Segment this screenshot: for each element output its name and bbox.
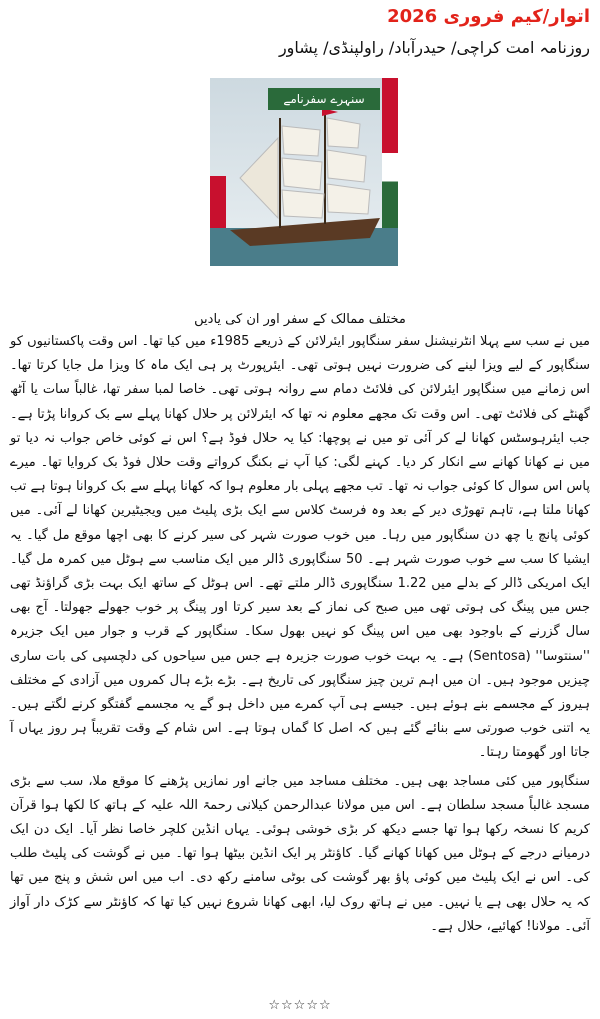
end-mark: ☆☆☆☆☆ <box>268 998 332 1013</box>
paragraph: میں نے سب سے پہلا انٹرنیشنل سفر سنگاپور ایئرلائن کے ذریعے 1985ء میں کیا تھا۔ اس وقت پاکستانیوں کو سنگاپور کے لیے ویزا لینے کی ضرورت نہیں ہوتی تھی۔ ایئرپورٹ پر ہی ایک ماہ کا ویزا مل جایا کرتا تھا۔ اس زمانے میں سنگاپور ایئرلائن کی فلائٹ دمام سے روانہ ہوتی تھی۔ خاصا لمبا سفر تھا، غالباً سات یا آٹھ گھنٹے کی فلائٹ تھی۔ اس وقت تک مجھے معلوم نہ تھا کہ ایئرلائن پر حلال کھانا پہلے سے بک کروانا پڑتا ہے۔ جب ایئرہوسٹس کھانا لے کر آئی تو میں نے پوچھا: کیا یہ حلال فوڈ ہے؟ اس نے کوئی خاص جواب نہ دیا تو میں نے کھانا کھانے سے انکار کر دیا۔ کہنے لگی: کیا آپ نے بکنگ کرواتے وقت حلال فوڈ بک کروایا تھا۔ میرے پاس اس سوال کا کوئی جواب نہ تھا۔ تب مجھے پہلی بار معلوم ہوا کہ کھانا پہلے سے بک کروانا ہوتا ہے تب کھانا ملتا ہے، تاہم تھوڑی دیر کے بعد وہ فرسٹ کلاس سے ایک بڑی پلیٹ میں ویجیٹیرین کھانا لے آئی۔ میں کوئی پانچ یا چھ دن سنگاپور میں رہا۔ میں خوب صورت شہر کی سیر کرنے کا بھی اچھا موقع مل گیا۔ یہ ایشیا کا سب سے خوب صورت شہر ہے۔ 50 سنگاپوری ڈالر میں ایک مناسب سے ہوٹل میں کمرہ مل گیا۔ ایک امریکی ڈالر کے بدلے میں 1.22 سنگاپوری ڈالر ملتے تھے۔ اس ہوٹل کے ساتھ ایک بہت بڑی گراؤنڈ تھی جس میں پینگ کی ہوتی تھی میں صبح کی نماز کے بعد سیر کرتا اور پینگ پر خوب جھولے جھولتا۔ آج بھی سال گزرنے کے باوجود بھی میں اس پینگ کو نہیں بھول سکا۔ سنگاپور کے قرب و جوار میں ایک جزیرہ ''سنتوسا'' (Sentosa) ہے۔ یہ بہت خوب صورت جزیرہ ہے جس میں سیاحوں کی دلچسپی کی بات ساری چیزیں موجود ہیں۔ ان میں اہم ترین چیز سنگاپور کی تاریخ ہے۔ بڑے بڑے ہال کمروں میں آزادی کے مختلف ہیروز کے مجسمے بنے ہوئے ہیں۔ جیسے ہی آپ کمرے میں داخل ہو گے یہ مجسمے گفتگو کرنے لگتے ہیں۔ یہ اتنی خوب صورتی سے بنائے گئے ہیں کہ اصل کا گماں ہوتا ہے۔ اس شام کے وقت تقریباً ہر روز یہاں آ جاتا اور گھومتا رہتا۔ <box>10 334 591 761</box>
newspaper-source: روزنامہ امت کراچی/ حیدرآباد/ راولپنڈی/ پشاور <box>278 38 590 57</box>
article-body <box>10 330 590 943</box>
article-date: اتوار/کیم فروری 2026 <box>387 6 590 27</box>
series-banner: سنہرے سفرنامے <box>268 88 380 110</box>
article-subtitle: مختلف ممالک کے سفر اور ان کی یادیں <box>194 312 406 327</box>
paragraph: سنگاپور میں کئی مساجد بھی ہیں۔ مختلف مساجد میں جانے اور نمازیں پڑھنے کا موقع ملا، سب سے بڑی مسجد غالباً مسجد سلطان ہے۔ اس میں مولانا عبدالرحمن کیلانی رحمۃ اللہ علیہ کے ہاتھ کا لکھا ہوا قرآن کریم کا نسخہ رکھا ہوا تھا جسے دیکھ کر بڑی خوشی ہوئی۔ یہاں انڈین کلچر خاصا نظر آیا۔ ایک دن ایک درمیانے درجے کے ہوٹل میں کھانا کھانے گیا۔ کاؤنٹر پر ایک انڈین بیٹھا ہوا تھا۔ میں نے گوشت کی پلیٹ طلب کی۔ اس نے ایک پلیٹ میں کوئی پاؤ بھر گوشت کی بوٹی سامنے رکھ دی۔ اب میں اس شش و پنج میں تھا کہ یہ حلال بھی ہے یا نہیں۔ میں نے ہاتھ روک لیا، ابھی کھانا شروع نہیں کیا تھا کہ کاؤنٹر سے کڑک دار آواز آئی۔ مولانا! کھائیے، حلال ہے۔ <box>10 773 590 934</box>
article-image <box>210 78 398 266</box>
